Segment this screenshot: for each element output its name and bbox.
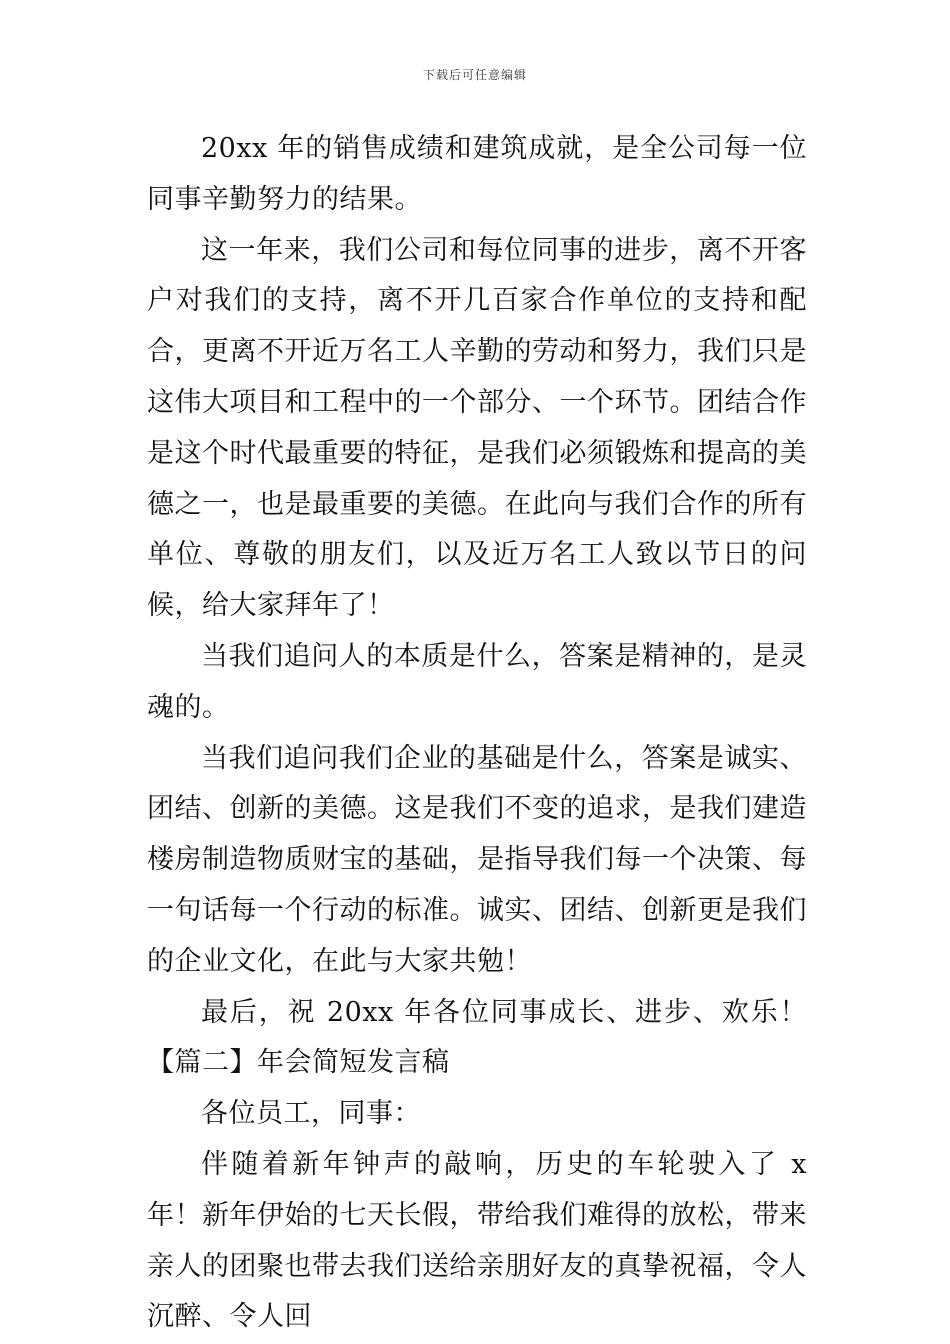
paragraph: 当我们追问我们企业的基础是什么，答案是诚实、团结、创新的美德。这是我们不变的追求，是我们建造楼房制造物质财宝的基础，是指导我们每一个决策、每一句话每一个行动的标准。诚实、团结、创新更是我们的企业文化，在此与大家共勉！ — [147, 742, 807, 977]
paragraph: 各位员工，同事： — [201, 1098, 421, 1130]
paragraph: 伴随着新年钟声的敲响，历史的车轮驶入了 x 年！新年伊始的七天长假，带给我们难得的放松，带来亲人的团聚也带去我们送给亲朋好友的真挚祝福，令人沉醉、令人回 — [147, 1148, 807, 1333]
document-body — [147, 124, 807, 1343]
paragraph: 当我们追问人的本质是什么，答案是精神的，是灵魂的。 — [147, 640, 807, 723]
paragraph: 最后，祝 20xx 年各位同事成长、进步、欢乐！【篇二】年会简短发言稿 — [147, 996, 807, 1079]
paragraph: 20xx 年的销售成绩和建筑成就，是全公司每一位同事辛勤努力的结果。 — [147, 133, 807, 215]
paragraph: 这一年来，我们公司和每位同事的进步，离不开客户对我们的支持，离不开几百家合作单位的支持和配合，更离不开近万名工人辛勤的劳动和努力，我们只是这伟大项目和工程中的一个部分、一个环节。团结合作是这个时代最重要的特征，是我们必须锻炼和提高的美德之一，也是最重要的美德。在此向与我们合作的所有单位、尊敬的朋友们，以及近万名工人致以节日的问候，给大家拜年了！ — [147, 234, 807, 622]
header-note: 下载后可任意编辑 — [422, 68, 527, 82]
